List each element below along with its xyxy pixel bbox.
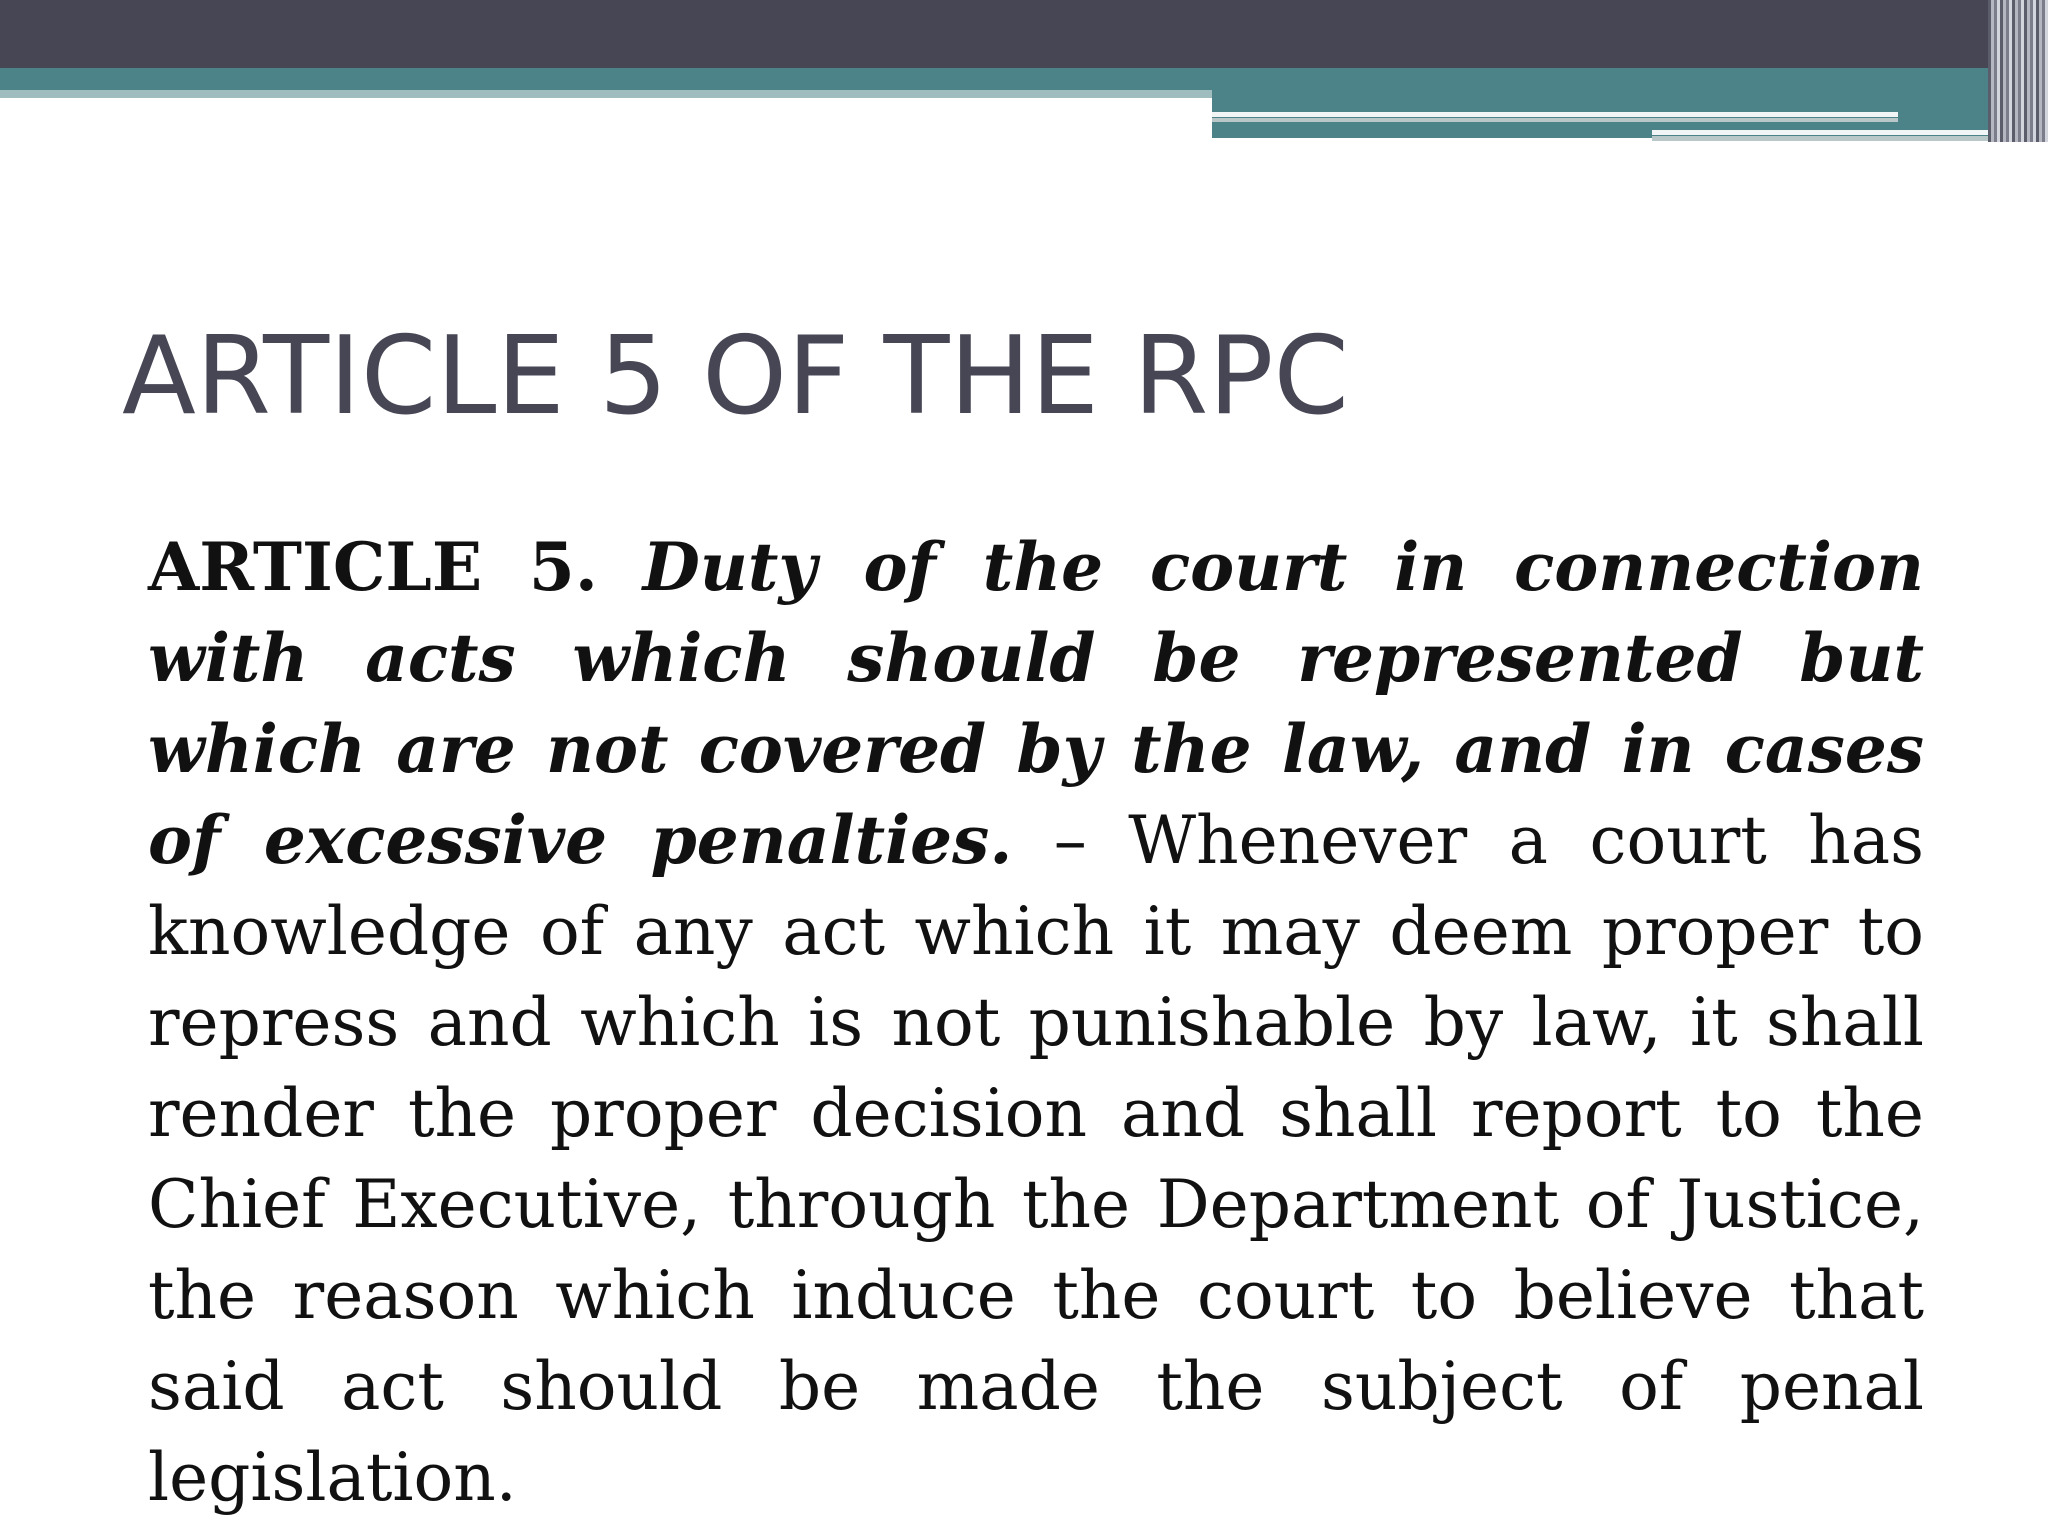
header-dark-band [0,0,2048,68]
header-teal-band [0,68,2010,90]
header-stripes [1988,0,2048,142]
slide-title: ARTICLE 5 OF THE RPC [122,314,1349,439]
article-text: – Whenever a court has knowledge of any act which it may deem proper to repress and which is not punishable by law, it shall render the proper decision and shall report to the Chief Executive, through the Department of Justice, the reason which induce the court to believe that said act should be made the subject of penal legislation. [148,802,1924,1516]
header-accent-line [1652,130,2010,135]
article-body [148,522,1924,1523]
article-label: ARTICLE 5. [148,528,598,606]
header-accent-line [1212,112,1898,117]
header-accent-line [1652,136,2010,141]
article-heading: Duty of the court in connection with acts which should be represented but which are not covered by the law, and in cases of excessive penalties. [148,528,1924,879]
header-accent-line [1212,118,1898,122]
header-teal-shadow [0,90,1212,98]
